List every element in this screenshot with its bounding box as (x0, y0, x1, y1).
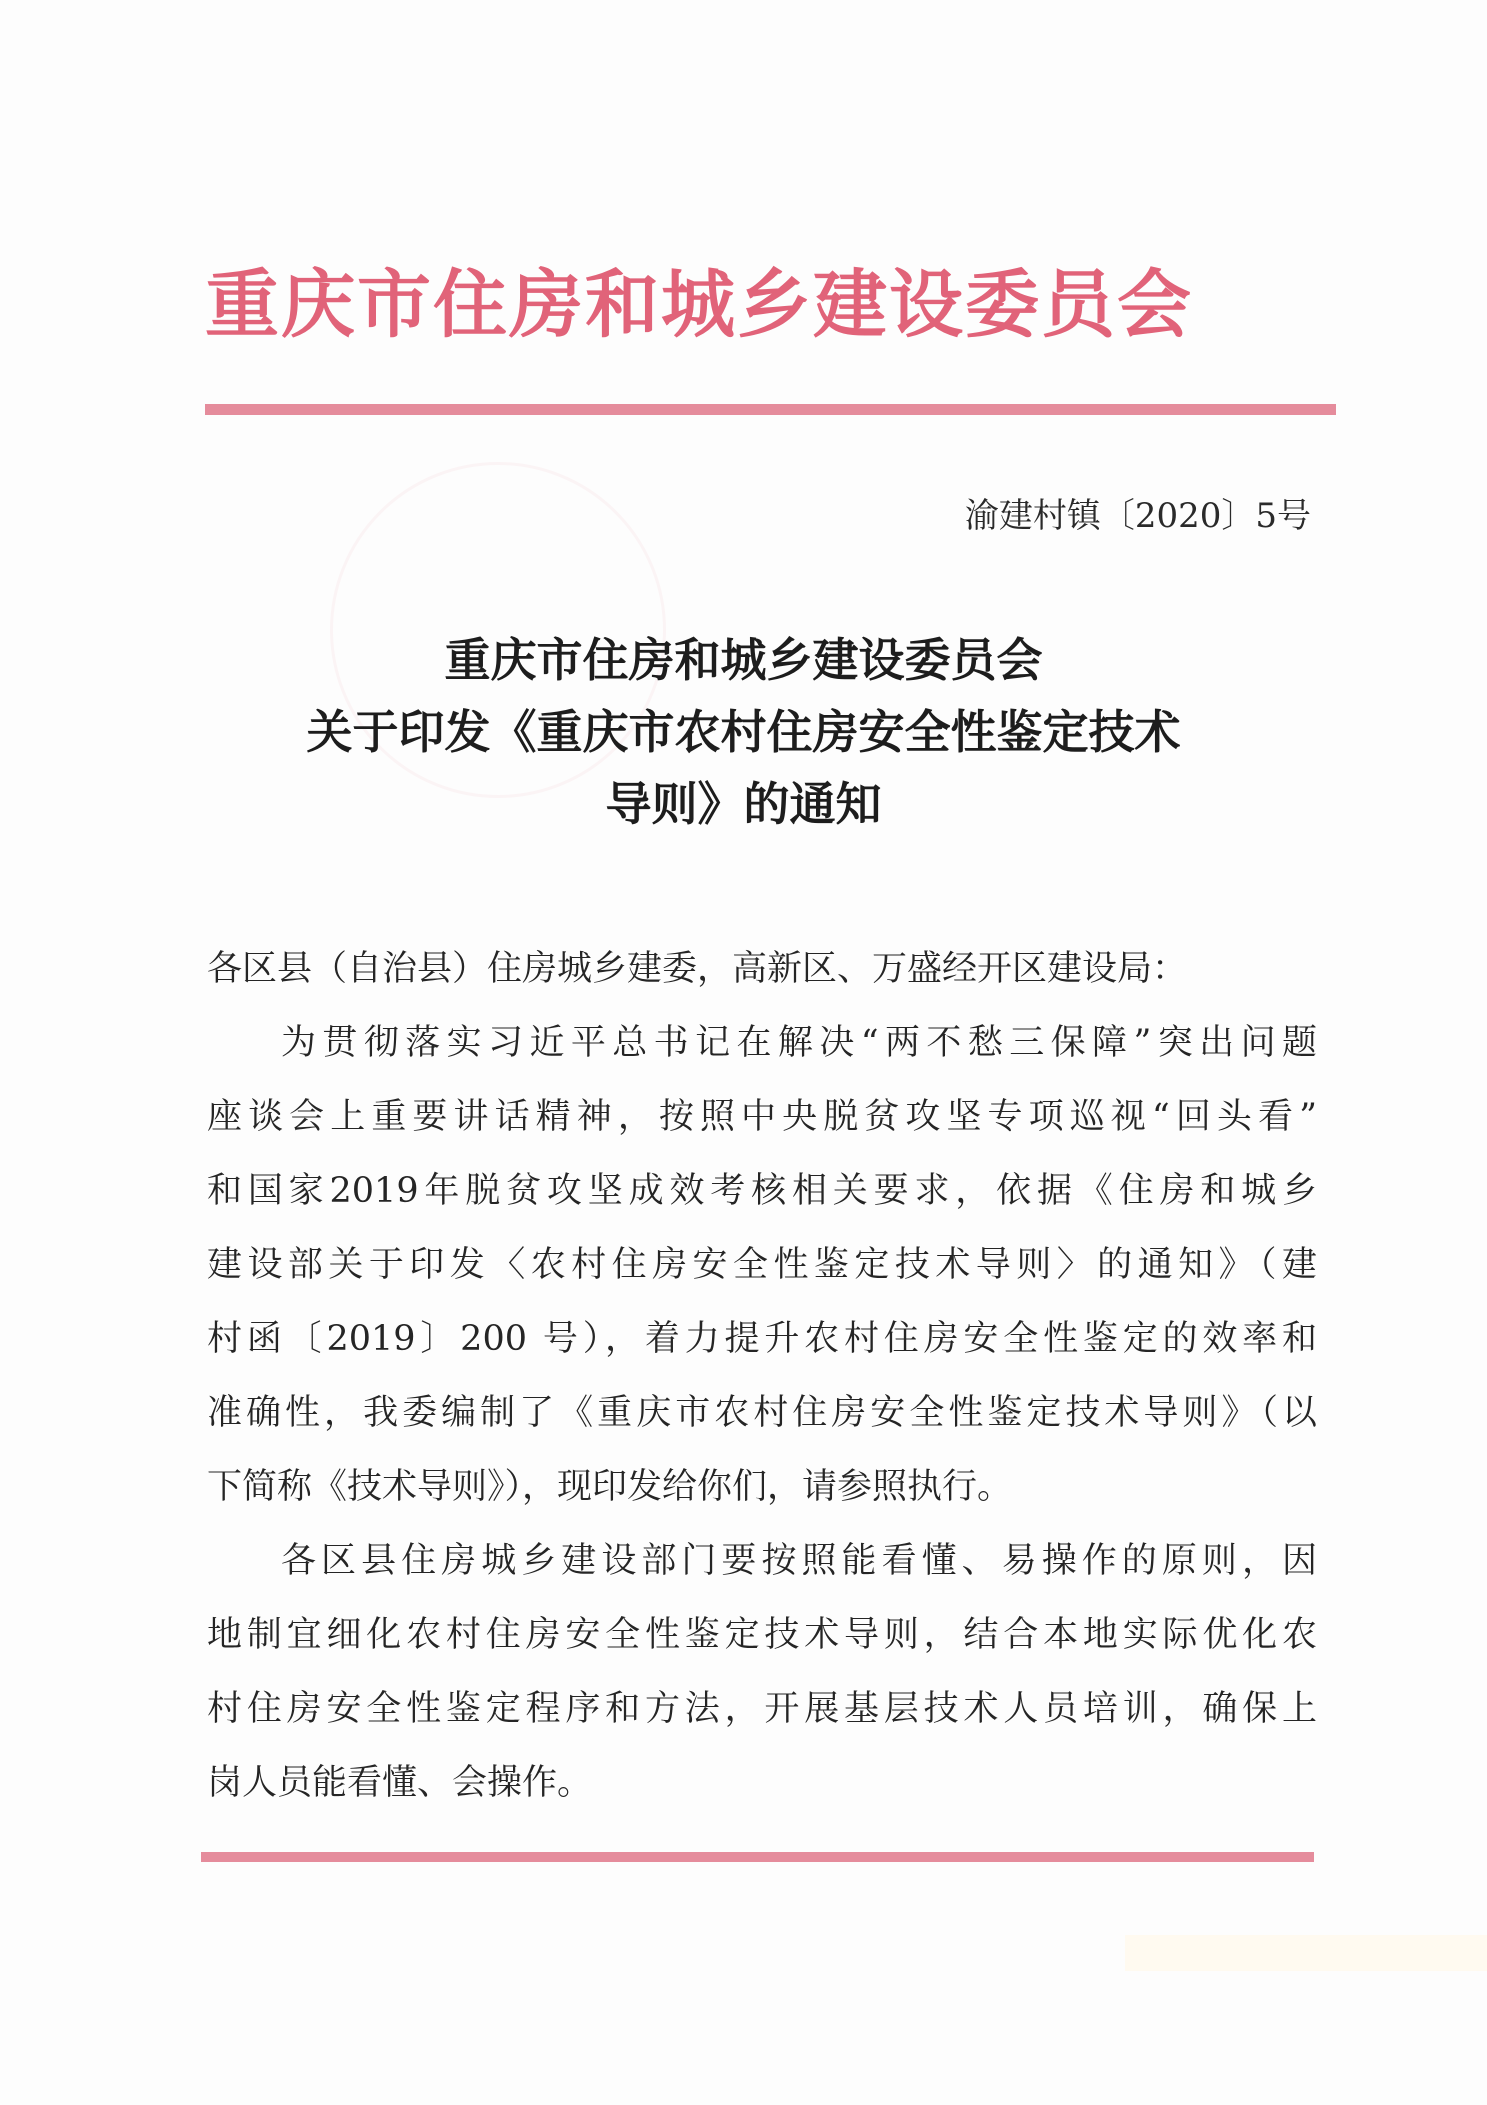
paragraph-1-line-5: 村函〔2019〕200 号），着力提升农村住房安全性鉴定的效率和 (207, 1319, 1317, 1359)
paragraph-1-line-6: 准确性，我委编制了《重庆市农村住房安全性鉴定技术导则》（以 (207, 1393, 1317, 1433)
paragraph-1-line-1: 为贯彻落实习近平总书记在解决“两不愁三保障”突出问题 (281, 1023, 1317, 1063)
paragraph-2-line-2: 地制宜细化农村住房安全性鉴定技术导则，结合本地实际优化农 (207, 1615, 1317, 1655)
paragraph-1-line-4: 建设部关于印发〈农村住房安全性鉴定技术导则〉的通知》（建 (207, 1245, 1317, 1285)
paragraph-1-line-3: 和国家2019年脱贫攻坚成效考核相关要求，依据《住房和城乡 (207, 1171, 1317, 1211)
paragraph-1-line-7: 下简称《技术导则》），现印发给你们，请参照执行。 (207, 1467, 1013, 1507)
letterhead-title: 重庆市住房和城乡建设委员会 (205, 262, 1193, 348)
document-number: 渝建村镇〔2020〕5号 (964, 496, 1311, 536)
notice-title-line-1: 重庆市住房和城乡建设委员会 (444, 633, 1043, 687)
paragraph-2-line-1: 各区县住房城乡建设部门要按照能看懂、易操作的原则，因 (281, 1541, 1317, 1581)
paragraph-1-line-2: 座谈会上重要讲话精神，按照中央脱贫攻坚专项巡视“回头看” (207, 1097, 1317, 1137)
letterhead-rule (205, 404, 1336, 415)
notice-title (150, 624, 1337, 840)
addressee-line: 各区县（自治县）住房城乡建委，高新区、万盛经开区建设局： (207, 949, 1188, 989)
notice-title-line-3: 导则》的通知 (605, 777, 882, 831)
notice-title-line-2: 关于印发《重庆市农村住房安全性鉴定技术 (306, 705, 1181, 759)
footer-rule (201, 1852, 1314, 1862)
paragraph-2-line-4: 岗人员能看懂、会操作。 (207, 1763, 593, 1803)
notice-body (207, 932, 1317, 1820)
scan-tint-strip (1125, 1935, 1487, 1971)
paragraph-2-line-3: 村住房安全性鉴定程序和方法，开展基层技术人员培训，确保上 (207, 1689, 1317, 1729)
